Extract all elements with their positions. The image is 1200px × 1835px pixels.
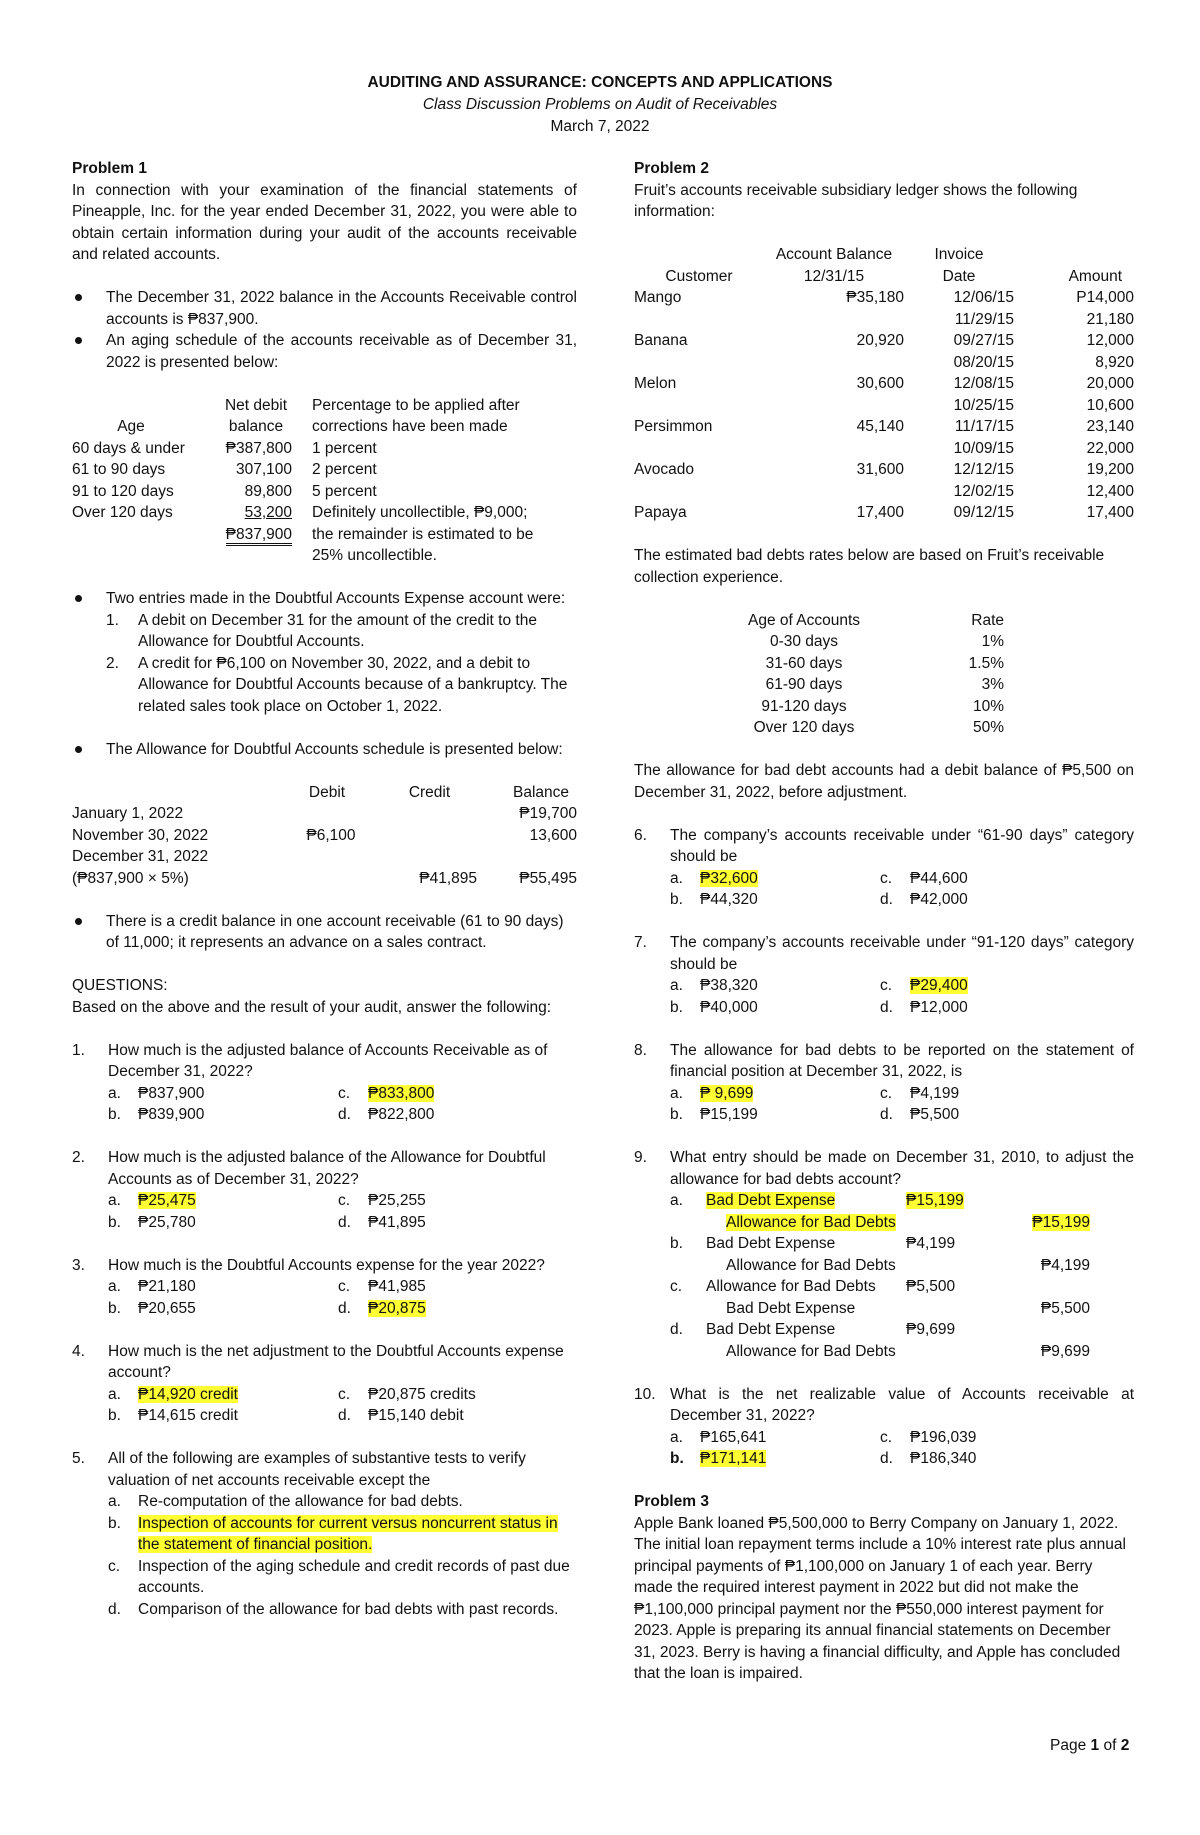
- choice-b[interactable]: b. ₱44,320: [670, 891, 758, 908]
- aging-header-net1: Net debit: [224, 396, 288, 414]
- ledger-row: Avocado 31,600 12/12/15 19,200: [634, 461, 1134, 478]
- choice-a[interactable]: a. ₱38,320: [670, 977, 758, 994]
- choice-b[interactable]: b. ₱14,615 credit: [108, 1407, 238, 1424]
- choice-c[interactable]: c. ₱44,600: [880, 869, 968, 887]
- choice-d[interactable]: d. Bad Debt Expense ₱9,699: [670, 1321, 956, 1338]
- ledger-row: Melon 30,600 12/08/15 20,000: [634, 375, 1134, 392]
- ledger-row: Banana 20,920 09/27/15 12,000: [634, 332, 1134, 349]
- problem-3-title: Problem 3: [634, 1493, 709, 1510]
- problem-2-title: Problem 2: [634, 160, 709, 177]
- answer-highlight: ₱14,920 credit: [138, 1385, 238, 1403]
- bullet-credit-balance: There is a credit balance in one account receivable (61 to 90 days) of 11,000; it represents an advance on a sales contract.: [72, 911, 577, 954]
- choice-d[interactable]: d. ₱42,000: [880, 891, 968, 908]
- aging-row: Over 120 days 53,200 Definitely uncollectible, ₱9,000;: [72, 504, 528, 521]
- bullet-entries: Two entries made in the Doubtful Accounts Expense account were:: [72, 588, 577, 610]
- choice-b[interactable]: b. Inspection of accounts for current versus noncurrent status in the statement of financial position.: [108, 1514, 558, 1553]
- question-8: 8. The allowance for bad debts to be reported on the statement of financial position at December 31, 2022, is a. ₱ 9,699 c. ₱4,199 b. ₱15,199 d. ₱5,500: [634, 1040, 1134, 1126]
- rate-row: Over 120 days 50%: [753, 719, 1004, 736]
- rate-row: 31-60 days 1.5%: [765, 654, 1004, 672]
- ledger-row: Mango ₱35,180 12/06/15 P14,000: [634, 289, 1134, 306]
- document-date: March 7, 2022: [550, 118, 650, 135]
- answer-highlight: ₱25,475: [138, 1192, 196, 1209]
- question-5: 5. All of the following are examples of substantive tests to verify valuation of net accounts receivable except the a. Re-computation of the allowance for bad debts. b. Inspection of accounts for current versus noncurrent status in the statement of financial position. c. Inspection of the aging schedule and credit records of past due accounts. d. Comparison of the allowance for bad debts with past records.: [72, 1448, 577, 1620]
- choice-d[interactable]: d. ₱186,340: [880, 1450, 977, 1467]
- allowance-row: January 1, 2022 ₱19,700: [72, 805, 577, 822]
- allowance-row: November 30, 2022 ₱6,100 13,600: [72, 826, 577, 844]
- aging-header-pct2: corrections have been made: [312, 418, 508, 435]
- answer-highlight: ₱833,800: [368, 1084, 435, 1102]
- choice-a[interactable]: a. Bad Debt Expense ₱15,199: [670, 1192, 964, 1209]
- choice-a[interactable]: a. ₱14,920 credit: [108, 1385, 238, 1403]
- answer-highlight: ₱171,141: [700, 1450, 767, 1467]
- page-footer: Page 1 of 2: [1050, 1737, 1130, 1754]
- aging-total-row: ₱837,900 the remainder is estimated to be: [72, 524, 577, 546]
- question-4: 4. How much is the net adjustment to the Doubtful Accounts expense account? a. ₱14,920 credit c. ₱20,875 credits b. ₱14,615 credit d. ₱15,140 debit: [72, 1341, 577, 1427]
- ledger-row: Persimmon 45,140 11/17/15 23,140: [634, 418, 1134, 435]
- aging-header-net2: balance: [228, 418, 284, 435]
- answer-highlight: Inspection of accounts for current versus noncurrent status in the statement of financial position.: [138, 1514, 558, 1553]
- choice-b[interactable]: b. ₱40,000: [670, 998, 758, 1016]
- choice-c[interactable]: c. ₱196,039: [880, 1428, 977, 1446]
- question-10: 10. What is the net realizable value of Accounts receivable at December 31, 2022? a. ₱165,641 c. ₱196,039 b. ₱171,141 d. ₱186,340: [634, 1384, 1134, 1470]
- bullet-ar-balance: The December 31, 2022 balance in the Accounts Receivable control accounts is ₱837,900.: [72, 287, 577, 330]
- choice-a[interactable]: a. ₱ 9,699: [670, 1084, 754, 1102]
- rate-row: 91-120 days 10%: [761, 697, 1004, 715]
- choice-c[interactable]: c. ₱29,400: [880, 977, 968, 994]
- problem-1-title: Problem 1: [72, 160, 147, 177]
- choice-a[interactable]: a. Re-computation of the allowance for bad debts.: [108, 1493, 463, 1510]
- bullet-aging-intro: An aging schedule of the accounts receivable as of December 31, 2022 is presented below:: [72, 330, 577, 373]
- page-number: 1: [1090, 1737, 1100, 1754]
- choice-d[interactable]: d. ₱12,000: [880, 998, 968, 1016]
- aging-row: 91 to 120 days 89,800 5 percent: [72, 482, 377, 500]
- choice-a[interactable]: a. ₱21,180: [108, 1278, 196, 1295]
- question-9: 9. What entry should be made on December 31, 2010, to adjust the allowance for bad debts account? a. Bad Debt Expense ₱15,199 Allowance for Bad Debts ₱15,199 b. Bad Debt Expense ₱4,199 Allowance for Bad Debts ₱4,199 c. Allowance for Bad Debts ₱5,500 Bad Debt Expense ₱5,500 d. Bad Debt Expense ₱9,699 Allowance for Bad Debts ₱9,699: [634, 1147, 1134, 1362]
- choice-d[interactable]: d. Comparison of the allowance for bad debts with past records.: [108, 1600, 559, 1618]
- choice-a[interactable]: a. ₱25,475: [108, 1192, 196, 1209]
- choice-d[interactable]: d. ₱41,895: [338, 1213, 426, 1231]
- rate-row: 61-90 days 3%: [765, 676, 1004, 693]
- choice-b[interactable]: b. ₱171,141: [670, 1450, 767, 1467]
- question-2: 2. How much is the adjusted balance of the Allowance for Doubtful Accounts as of December 31, 2022? a. ₱25,475 c. ₱25,255 b. ₱25,780 d. ₱41,895: [72, 1147, 577, 1233]
- choice-c[interactable]: c. ₱25,255: [338, 1192, 426, 1209]
- document-title: AUDITING AND ASSURANCE: CONCEPTS AND APPLICATIONS: [367, 74, 833, 91]
- aging-row: 61 to 90 days 307,100 2 percent: [72, 461, 377, 478]
- entry-2: 2. A credit for ₱6,100 on November 30, 2022, and a debit to Allowance for Doubtful Accounts because of a bankruptcy. The related sales took place on October 1, 2022.: [106, 654, 568, 715]
- allowance-schedule-table: Debit Credit Balance January 1, 2022 ₱19,700 November 30, 2022 ₱6,100 13,600 December 31, 2022 (₱837,900 × 5%) ₱41,895 ₱55,495: [72, 782, 577, 890]
- question-7: 7. The company’s accounts receivable under “91-120 days” category should be a. ₱38,320 c. ₱29,400 b. ₱40,000 d. ₱12,000: [634, 932, 1134, 1018]
- subsidiary-ledger-table: Account Balance Invoice Customer 12/31/15 Date Amount Mango ₱35,180 12/06/15 P14,000 11/29/15 21,180 Banana 20,920 09/27/15 12,000 08/20/15 8,920 Melon 30,600 12/08/15 20,000 10/25/15 10,600 Persimmon 45,140 11/17/15 23,140 10/09/15 22,000 Avocado 31,600 12/12/15 19,200 12/02/15 12,400 Papaya 17,400 09/12/15 17,400: [634, 244, 1134, 524]
- choice-c[interactable]: c. ₱41,985: [338, 1278, 426, 1295]
- choice-d[interactable]: d. ₱5,500: [880, 1106, 960, 1123]
- entry-1: 1. A debit on December 31 for the amount of the credit to the Allowance for Doubtful Accounts.: [106, 611, 537, 650]
- choice-d[interactable]: d. ₱822,800: [338, 1106, 435, 1123]
- right-column: [634, 158, 1134, 1685]
- questions-heading: QUESTIONS:: [72, 977, 168, 994]
- bad-debt-rates-table: Age of Accounts Rate 0-30 days 1% 31-60 days 1.5% 61-90 days 3% 91-120 days 10% Over 120 days 50%: [724, 610, 1004, 739]
- answer-highlight: Bad Debt Expense: [706, 1192, 836, 1209]
- question-3: 3. How much is the Doubtful Accounts expense for the year 2022? a. ₱21,180 c. ₱41,985 b. ₱20,655 d. ₱20,875: [72, 1255, 577, 1320]
- aging-total: ₱837,900: [226, 526, 292, 546]
- bullet-allowance-schedule: The Allowance for Doubtful Accounts schedule is presented below:: [72, 739, 577, 761]
- choice-c[interactable]: c. Inspection of the aging schedule and credit records of past due accounts.: [108, 1557, 570, 1596]
- choice-d[interactable]: d. ₱20,875: [338, 1299, 426, 1317]
- choice-b[interactable]: b. Bad Debt Expense ₱4,199: [670, 1235, 956, 1252]
- journal-entry-choices: a. Bad Debt Expense ₱15,199 Allowance for Bad Debts ₱15,199 b. Bad Debt Expense ₱4,199 Allowance for Bad Debts ₱4,199 c. Allowance for Bad Debts ₱5,500 Bad Debt Expense ₱5,500 d. Bad Debt Expense ₱9,699 Allowance for Bad Debts ₱9,699: [670, 1192, 1090, 1360]
- question-1: 1. How much is the adjusted balance of Accounts Receivable as of December 31, 2022? a. ₱837,900 c. ₱833,800 b. ₱839,900 d. ₱822,800: [72, 1040, 577, 1126]
- answer-highlight: ₱ 9,699: [700, 1084, 754, 1102]
- problem-1-intro: In connection with your examination of the financial statements of Pineapple, Inc. for the year ended December 31, 2022, you were able to obtain certain information during your audit of the accounts receivable and related accounts.: [72, 181, 577, 263]
- choice-c[interactable]: c. ₱833,800: [338, 1084, 435, 1102]
- aging-schedule-table: Net debit Percentage to be applied after Age balance corrections have been made 60 days & under ₱387,800 1 percent 61 to 90 days 307,100 2 percent 91 to 120 days 89,800 5 percent Over 120 days 53,200 Definitely uncollectible, ₱9,000; ₱837,900 the remainder is estimated to be 25% uncollectible.: [72, 395, 577, 567]
- choice-c[interactable]: c. Allowance for Bad Debts ₱5,500: [670, 1278, 956, 1295]
- aging-row: 60 days & under ₱387,800 1 percent: [72, 439, 377, 457]
- problem-2-intro: Fruit’s accounts receivable subsidiary ledger shows the following information:: [634, 181, 1078, 220]
- rate-row: 0-30 days 1%: [769, 633, 1004, 650]
- problem-3-text: Apple Bank loaned ₱5,500,000 to Berry Company on January 1, 2022. The initial loan repayment terms include a 10% interest rate plus annual principal payments of ₱1,100,000 on January 1 of each year. Berry made the required interest payment in 2022 but did not make the ₱1,100,000 principal payment nor the ₱550,000 interest payment for 2023. Apple is preparing its annual financial statements on December 31, 2023. Berry is having a financial difficulty, and Apple has concluded that the loan is impaired.: [634, 1514, 1126, 1682]
- left-column: [72, 158, 577, 1620]
- choice-c[interactable]: c. ₱4,199: [880, 1084, 960, 1102]
- choice-a[interactable]: a. ₱165,641: [670, 1428, 767, 1446]
- choice-b[interactable]: b. ₱15,199: [670, 1106, 758, 1123]
- answer-highlight: ₱32,600: [700, 869, 758, 887]
- answer-highlight: ₱29,400: [910, 977, 968, 994]
- allowance-row: (₱837,900 × 5%) ₱41,895 ₱55,495: [72, 869, 577, 887]
- ledger-row: Papaya 17,400 09/12/15 17,400: [634, 504, 1134, 521]
- document-header: [0, 72, 1200, 138]
- question-6: 6. The company’s accounts receivable under “61-90 days” category should be a. ₱32,600 c. ₱44,600 b. ₱44,320 d. ₱42,000: [634, 825, 1134, 911]
- page-total: 2: [1120, 1737, 1130, 1754]
- choice-a[interactable]: a. ₱837,900: [108, 1084, 205, 1102]
- choice-a[interactable]: a. ₱32,600: [670, 869, 758, 887]
- choice-d[interactable]: d. ₱15,140 debit: [338, 1407, 464, 1424]
- choice-b[interactable]: b. ₱20,655: [108, 1299, 196, 1317]
- choice-b[interactable]: b. ₱25,780: [108, 1213, 196, 1231]
- allowance-note: The allowance for bad debt accounts had a debit balance of ₱5,500 on December 31, 2022, before adjustment.: [634, 762, 1134, 801]
- allowance-row: December 31, 2022: [72, 848, 209, 865]
- aging-header-pct1: Percentage to be applied after: [312, 396, 520, 414]
- aging-header-age: Age: [117, 418, 145, 435]
- rates-intro: The estimated bad debts rates below are based on Fruit’s receivable collection experience.: [634, 547, 1105, 586]
- questions-intro: Based on the above and the result of your audit, answer the following:: [72, 998, 552, 1016]
- choice-b[interactable]: b. ₱839,900: [108, 1106, 205, 1123]
- choice-c[interactable]: c. ₱20,875 credits: [338, 1385, 476, 1403]
- document-subtitle: Class Discussion Problems on Audit of Receivables: [422, 96, 778, 113]
- answer-highlight: ₱20,875: [368, 1299, 426, 1317]
